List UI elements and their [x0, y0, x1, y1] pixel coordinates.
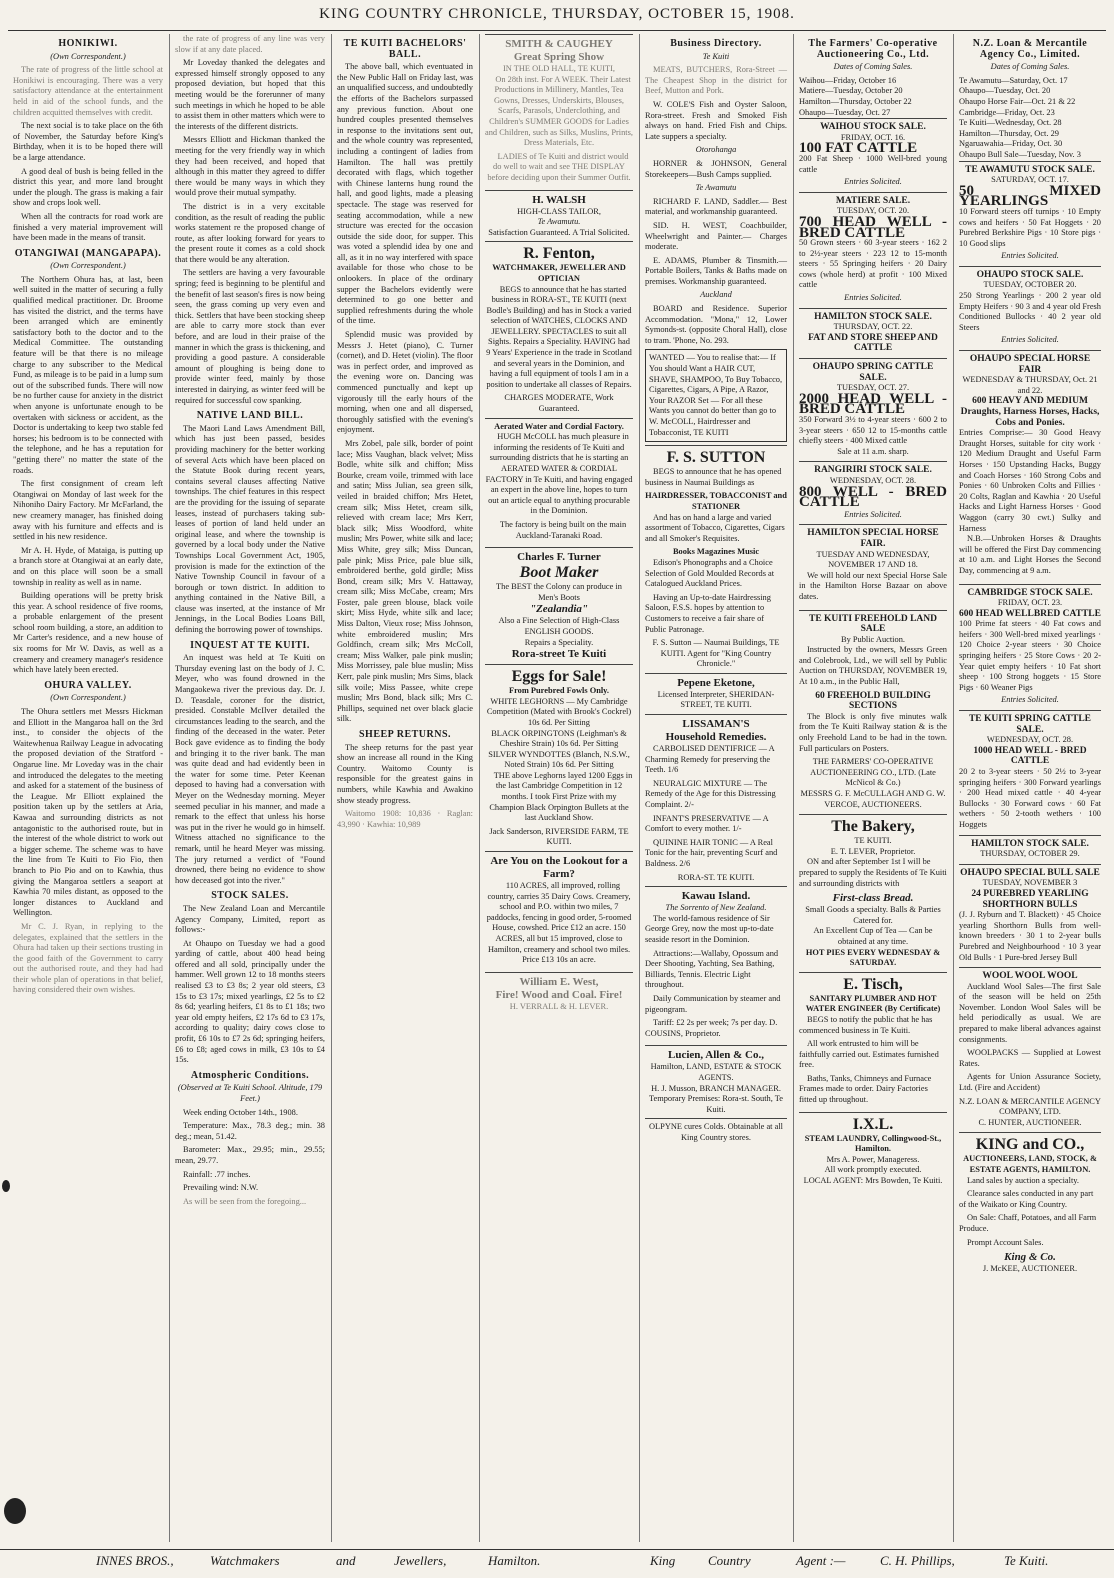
sale-hamilton-stock — [959, 835, 1101, 864]
column-3 — [332, 34, 478, 1542]
ad-lissaman — [645, 714, 787, 886]
ad-proprietor: Mrs A. Power, Manageress. — [826, 1154, 920, 1164]
ad-body: Tariff: £2 2s per week; 7s per day. D. COUSINS, Proprietor. — [645, 1018, 778, 1038]
sale-te-kuiti-spring — [959, 710, 1101, 835]
coming-sale-item: Cambridge—Friday, Oct. 23 — [959, 107, 1055, 117]
article-title-native-land-bill: NATIVE LAND BILL. — [196, 410, 304, 422]
ad-title: KING and CO., — [975, 1136, 1085, 1154]
column-1 — [8, 34, 168, 1542]
ad-title: R. Fenton, — [523, 245, 595, 263]
ad-body: An Excellent Cup of Tea — Can be obtained at any time. — [813, 926, 933, 946]
column-4 — [480, 34, 638, 1542]
ad-kawau-island — [645, 886, 787, 1045]
ad-body: Baths, Tanks, Chimneys and Furnace Frames made to order. Dairy Factories fitted up throughout. — [799, 1073, 932, 1105]
sale-headline: 700 HEAD WELL - BRED CATTLE — [799, 213, 947, 241]
ad-title: LISSAMAN'S — [682, 718, 750, 731]
ad-body: Agents for Union Assurance Society, Ltd. (Fire and Accident) — [959, 1072, 1101, 1093]
ad-footer: N.Z. LOAN & MERCANTILE AGENCY COMPANY, LTD. — [959, 1096, 1101, 1117]
sale-date: TUESDAY AND WEDNESDAY, NOVEMBER 17 AND 18. — [816, 549, 930, 570]
coming-sale-item: Matiere—Tuesday, October 20 — [799, 86, 903, 96]
ad-trade: SANITARY PLUMBER AND HOT WATER ENGINEER (By Certificate) — [805, 993, 941, 1014]
ad-bakery — [799, 814, 947, 972]
article-title-sheep-returns: SHEEP RETURNS. — [358, 729, 452, 740]
article-paragraph: Mr Loveday thanked the delegates and expressed himself strongly opposed to any proposed deviation, but hoped that this meeting would be the forerunner of many such meetings in which he hoped to be able to assist them in other matters which were to the interests of the different districts. — [175, 58, 325, 131]
sale-te-kuiti-freehold — [799, 610, 947, 815]
sale-date: THURSDAY, OCT. 22. — [833, 322, 913, 332]
ad-body: Also a Fine Selection of High-Class ENGLISH GOODS. — [498, 616, 620, 636]
ad-trade: HAIRDRESSER, TOBACCONIST and STATIONER — [645, 491, 787, 511]
coming-sale-item: Hamilton—Thursday, Oct. 29 — [959, 128, 1059, 138]
sale-lots: 10 Forward steers off turnips · 10 Empty cows and heifers · 50 Fat Hoggets · 20 Purebred Berkshire Pigs · 10 Store pigs · 10 Good slips — [959, 206, 1101, 248]
sale-title: TE AWAMUTU STOCK SALE. — [965, 164, 1095, 175]
article-paragraph: An inquest was held at Te Kuiti on Thursday evening last on the body of J. C. Meyer, who was found drowned in the Mangaokewa river the previous day. Dr. J. D. Teasdale, coroner for the district, presided. Constable McIlver detailed the circumstances leading to the search, and the finding of the deceased in the water. Peter Bock gave evidence as to finding the body and bringing it to the river bank. The man was quite dead and had evidently been in the water for some time. Peter Keenan deposed to having had a conversation with Meyer on the Wednesday morning. Meyer seemed peculiar in his manner, and made a remark to the effect that unless his horse was put in the river he would go in himself. Witness attached no significance to the remark, until he heard Meyer was missing. The jury returned a verdict of "Found drowned, there being no evidence to show how deceased got into the river." — [175, 653, 325, 885]
ad-aerated-water — [485, 418, 633, 548]
ad-body: The world-famous residence of Sir George Grey, now the most up-to-date seaside resort in the Dominion. — [645, 913, 774, 944]
article-paragraph: The Maori Land Laws Amendment Bill, which has just been passed, besides providing machinery for the better working of several Acts which have been placed on the Statute Book during recent years, contains several clauses affecting Native townships. The chief features in this respect are the providing for the issuing of separate leases, instead of purchasers taking sub-leases of portion of land held under an original lease, and where the township is governed by a local body under the Native Townships Local Government Act, 1905, provision is made for the extinction of the Native Township Council in favour of a borough or town district. In addition to anything contained in the Native Bill, a clause was inserted, at the instance of Mr Jennings, in the Local Bodies Loans Bill, defining the borrowing power of townships. — [175, 423, 325, 635]
sale-title: HAMILTON STOCK SALE. — [814, 311, 932, 322]
article-paragraph: The settlers are having a very favourable spring; feed is beginning to be plentiful and the benefit of last season's fires is now being seen, the grass coming up very even and thick. Settlers that have been stocking sheep are able to carry more stock than ever before, and are loud in their praise of the manner in which the grass is thickening, and providing a good pasture. A considerable amount of ploughing is being done to provide winter feed, mainly by those interested in dairying, as winter feed will be required for successful cow spanking. — [175, 268, 325, 405]
ad-tagline: Satisfaction Guaranteed. A Trial Solicited. — [488, 227, 630, 237]
article-paragraph: The district is in a very excitable condition, as the result of reading the public works statement re the proposed change of route, as after looking forward for years to the present route it comes as a cold shock that there would be any alteration. — [175, 201, 325, 264]
byline: (Own Correspondent.) — [50, 693, 126, 703]
ad-footer: F. S. Sutton — Naumai Buildings, TE KUITI. Agent for "King Country Chronicle." — [652, 638, 780, 669]
sale-matiere — [799, 192, 947, 308]
sale-date: WEDNESDAY, OCT. 28. — [829, 475, 917, 485]
coming-sale-item: Hamilton—Thursday, October 22 — [799, 96, 912, 106]
footer-innes: INNES BROS., — [96, 1553, 174, 1568]
ad-body: Prompt Account Sales. — [967, 1237, 1044, 1247]
column-2 — [170, 34, 330, 1542]
sale-headline: 1000 HEAD WELL - BRED CATTLE — [973, 745, 1087, 767]
footer-jewellers: Jewellers, — [394, 1553, 447, 1568]
article-paragraph: The Ohura settlers met Messrs Hickman and Elliott in the Mangaroa hall on the 3rd inst., to consider the objects of the Waitewhenua Railway League in advocating the proposed deviation of the Stratford - Ongarue line. Mr Loveday was in the chair and introduced the delegates to the meeting and asked for a statement of the business of the League. Mr Elliott explained the position taken up by the settlers at Aria, Kawaa and surrounding districts as not antagonistic to the authorised route, but in the interest of the whole district to work out a bigger scheme. The scheme was to have the line from Te Kuiti to Fio Fio, then branch to Pio Pio and on to Kawhia, thus giving the Mangaroa settlers a seaport at Kawhia 70 miles distant, as opposed to the longer distances to Auckland and Wellington. — [13, 707, 163, 918]
sale-note: N.B.—Unbroken Horses & Draughts will be offered the First Day commencing at 10 a.m. and Light Horses the Second Day, commencing at 9 a.m. — [959, 534, 1101, 575]
ad-title: The Bakery, — [831, 818, 915, 836]
sale-waihou — [799, 118, 947, 192]
article-paragraph: The rate of progress of the little school at Honikiwi is encouraging. There was a very satisfactory attendance at the entertainment held in aid of the school funds, and the children acquitted themselves with credit. — [13, 65, 163, 117]
sale-hamilton-horse — [799, 524, 947, 609]
sale-date: FRIDAY, OCT. 23. — [997, 598, 1063, 608]
sale-auctioneers: MESSRS G. F. McCULLAGH AND G. W. VERCOE, AUCTIONEERS. — [800, 789, 946, 809]
entries-solicited: Entries Solicited. — [1001, 695, 1059, 705]
directory-entry: W. COLE'S Fish and Oyster Saloon, Rora-street. Fresh and Smoked Fish always on hand. Fried Fish and Chips. Late suppers a specialty. — [645, 99, 787, 141]
directory-entry: RICHARD F. LAND, Saddler.— Best material, and workmanship guaranteed. — [645, 196, 787, 217]
sale-cambridge — [959, 584, 1101, 711]
ad-body: HOT PIES EVERY WEDNESDAY & SATURDAY. — [805, 947, 941, 968]
byline: (Own Correspondent.) — [50, 51, 126, 61]
weather-temperature: Temperature: Max., 78.3 deg.; min. 38 deg.; mean, 51.42. — [175, 1121, 325, 1141]
coming-sale-item: Ohaupo—Tuesday, Oct. 20 — [959, 86, 1051, 96]
ad-proprietor: E. T. LEVER, Proprietor. — [830, 846, 916, 856]
footer-country: Country — [708, 1553, 751, 1568]
ad-tisch-plumber — [799, 972, 947, 1112]
ad-body: On Sale: Chaff, Potatoes, and all Farm Produce. — [959, 1213, 1097, 1233]
entries-solicited: Entries Solicited. — [844, 293, 902, 303]
sale-hamilton — [799, 308, 947, 358]
ad-body: All work promptly executed. — [824, 1165, 922, 1175]
byline: (Observed at Te Kuiti School. Altitude, 179 Feet.) — [177, 1083, 323, 1103]
ad-title: WOOL WOOL WOOL — [982, 971, 1078, 982]
sale-date: FRIDAY, OCT. 16. — [840, 132, 906, 142]
ad-body: All work entrusted to him will be faithfully carried out. Estimates furnished free. — [799, 1039, 939, 1070]
sale-body: We will hold our next Special Horse Sale in the Hamilton Horse Bazaar on above dates. — [799, 570, 947, 601]
ad-body: Small Goods a specialty. Balls & Parties Catered for. — [805, 905, 941, 925]
ad-item: BLACK ORPINGTONS (Leighman's & Cheshire Strain) 10s 6d. Per Sitting — [491, 728, 627, 749]
sale-headline: 2000 HEAD WELL - BRED CATTLE — [799, 390, 947, 418]
footer-watchmakers: Watchmakers — [210, 1553, 280, 1568]
ad-body: Licensed Interpreter, SHERIDAN-STREET, TE KUITI. — [657, 689, 775, 710]
ad-west-wood-coal — [485, 972, 633, 1016]
ad-item: CARBOLISED DENTIFRICE — A Charming Remedy for preserving the Teeth. 1/6 — [645, 744, 775, 775]
ad-footer: H. VERRALL & H. LEVER. — [509, 1001, 609, 1011]
article-title-stock-sales: STOCK SALES. — [211, 890, 289, 902]
ad-body: The BEST the Colony can produce in Men's Boots — [496, 582, 622, 602]
coming-sales-heading: Dates of Coming Sales. — [833, 62, 913, 72]
business-directory-title: Business Directory. — [670, 38, 762, 49]
column-7 — [954, 34, 1106, 1542]
ad-body: On 28th inst. For A WEEK. Their Latest Productions in Millinery, Mantles, Tea Gowns, Dresses, Underskirts, Blouses, Scarfs, Parasols, Underclothing, and Children's SUMMER GOODS for Ladies and Children, such as Silks, Muslins, Prints, Dress Materials, Etc. — [485, 74, 633, 148]
sale-lots: Entries Comprise:— 30 Good Heavy Draught Horses, suitable for city work · 120 Medium Draught and Useful Farm Horses · 150 Upstanding Hacks, Buggy and Coach Horses · 160 Strong Cobs and Ponies · 60 Unbroken Colts and Fillies · 20 Colts, Raglan and Kawhia · 20 Useful Hacks and Light Harness Horses · Good Waggon (carry 30 cwt.) Sulky and Harness — [959, 428, 1101, 533]
article-paragraph: Splendid music was provided by Messrs J. Hetet (piano), C. Turner (cornet), and D. Hetet (violin). The floor was in perfect order, and improved as the evening wore on. Dancing was commenced punctually and kept up vigorously till the early hours of the morning, when one and all dispersed, thoroughly satisfied with the evening's enjoyment. — [337, 330, 473, 435]
article-title-atmospheric: Atmospheric Conditions. — [190, 1069, 310, 1081]
coming-sale-item: Ohaupo Horse Fair—Oct. 21 & 22 — [959, 96, 1076, 106]
footer-te-kuiti: Te Kuiti. — [1004, 1553, 1049, 1568]
ad-brand: "Zealandia" — [529, 603, 589, 616]
article-paragraph: A good deal of bush is being felled in the district this year, and more land brought under the plough. The grass is making a fair show and crops look well. — [13, 166, 163, 208]
ad-wool — [959, 967, 1101, 1132]
footer-king: King — [650, 1553, 676, 1568]
sale-title: OHAUPO SPECIAL HORSE FAIR — [969, 354, 1091, 375]
ad-body: And has on hand a large and varied assortment of Tobacco, Cigarettes, Cigars and all Smoker's Requisites. — [645, 512, 785, 543]
sale-headline: 24 PUREBRED YEARLING SHORTHORN BULLS — [971, 888, 1089, 910]
coming-sale-item: Ohaupo Bull Sale—Tuesday, Nov. 3 — [959, 149, 1081, 159]
ad-headline: First-class Bread. — [832, 892, 914, 905]
weather-rainfall: Rainfall: .77 inches. — [183, 1169, 251, 1179]
ad-farm — [485, 851, 633, 972]
directory-town: Otorohanga — [695, 145, 737, 155]
ad-body: BEGS to announce that he has opened business in Naumai Buildings as — [645, 467, 782, 487]
ad-headline: Fire! Wood and Coal. Fire! — [495, 988, 623, 1001]
ad-body: 110 ACRES, all improved, rolling country, carries 35 Dairy Cows. Creamery, school and P.O. within two miles, 7 paddocks, fencing in good order, 5-roomed House, cowshed. Price £12 an acre. 150 ACRES, all but 15 improved, close to Hamilton, creamery and school two miles. Price £13 10s an acre. — [486, 881, 632, 965]
ad-fenton-watchmaker — [485, 241, 633, 417]
ad-item: QUININE HAIR TONIC — A Real Tonic for the hair, preventing Scurf and Baldness. 2/6 — [645, 837, 778, 868]
ad-signature: King & Co. — [1004, 1251, 1056, 1264]
coming-sale-item: Ngaruawahia—Friday, Oct. 30 — [959, 139, 1063, 149]
sale-ohaupo-bull — [959, 864, 1101, 967]
ad-king-and-co — [959, 1132, 1101, 1277]
ad-body: Repairs a Speciality. — [524, 637, 594, 647]
article-paragraph: Mr A. H. Hyde, of Mataiga, is putting up a branch store at Otangiwai at an early date, and on this place will soon be a small township in reality as well as in name. — [13, 545, 163, 587]
sale-headline: 60 FREEHOLD BUILDING SECTIONS — [815, 690, 931, 712]
ad-auctioneer: J. McKEE, AUCTIONEER. — [982, 1264, 1078, 1274]
sale-title: TE KUITI FREEHOLD LAND SALE — [808, 613, 937, 635]
article-title-otangiwai: OTANGIWAI (MANGAPAPA). — [14, 247, 162, 259]
ad-trade: AUCTIONEERS, LAND, STOCK, & ESTATE AGENTS, HAMILTON. — [963, 1154, 1097, 1174]
sale-ohaupo — [959, 266, 1101, 350]
footer-agent: Agent :— — [796, 1553, 846, 1568]
ad-smith-caughey — [485, 34, 633, 190]
ad-location: Rora-street Te Kuiti — [511, 648, 607, 661]
article-title-honikiwi: HONIKIWI. — [58, 38, 118, 49]
sale-time: Sale at 11 a.m. sharp. — [837, 446, 909, 456]
ad-body: HUGH McCOLL has much pleasure in informing the residents of Te Kuiti and surrounding districts that he is starting an AERATED WATER & CORDIAL FACTORY in Te Kuiti, and having engaged an expert in the above line, hopes to turn out an article equal to anything procurable in the Dominion. — [485, 432, 633, 516]
sale-headline: 100 FAT CATTLE — [799, 140, 918, 157]
ad-body: Daily Communication by steamer and pigeongram. — [645, 993, 781, 1014]
coming-sale-item: Waihou—Friday, October 16 — [799, 75, 897, 85]
ad-item: SILVER WYNDOTTES (Blanch, N.S.W., Noted Strain) 10s 6d. Per Sitting — [488, 749, 630, 770]
masthead: KING COUNTRY CHRONICLE, THURSDAY, OCTOBER 15, 1908. — [319, 6, 795, 22]
article-paragraph: The sheep returns for the past year show an increase all round in the King Country. Waitomo County is responsible for the greatest gains in numbers, while Kawhia and Awakino show steady progress. — [337, 742, 473, 805]
weather-barometer: Barometer: Max., 29.95; min., 29.55; mean, 29.77. — [175, 1145, 325, 1165]
ad-body: WOOLPACKS — Supplied at Lowest Rates. — [959, 1048, 1101, 1068]
sale-date: TUESDAY, OCT. 27. — [836, 383, 910, 393]
sale-title: OHAUPO STOCK SALE. — [976, 269, 1084, 280]
ad-title: F. S. SUTTON — [666, 449, 766, 467]
ad-body: The factory is being built on the main Auckland-Taranaki Road. — [499, 519, 627, 540]
sale-lots: 50 Grown steers · 60 3-year steers · 162 2 to 2½-year steers · 223 12 to 15-month steers · 55 Springing heifers · 20 Dairy cows (whole herd) at profit · 100 Mixed cattle — [799, 238, 947, 290]
ad-trade: STEAM LAUNDRY, Collingwood-St., Hamilton. — [804, 1133, 942, 1154]
article-paragraph: The New Zealand Loan and Mercantile Agency Company, Limited, report as follows:- — [175, 903, 325, 935]
ad-body: Clearance sales conducted in any part of the Waikato or King Country. — [959, 1189, 1094, 1209]
ad-title: Charles F. Turner — [517, 551, 601, 564]
article-paragraph: The first consignment of cream left Otangiwai on Monday of last week for the Nihoniho Dairy Factory. Mr McFarland, the new creamery manager, has finished doing away with his furniture and effects and is settled in his new residence. — [13, 479, 163, 542]
byline: (Own Correspondent.) — [50, 261, 126, 271]
ad-body: BEGS to notify the public that he has commenced business in Te Kuiti. — [799, 1014, 933, 1035]
coming-sales-list — [959, 76, 1101, 161]
ad-tagline: CHARGES MODERATE, Work Guaranteed. — [504, 393, 614, 414]
sale-title: HAMILTON STOCK SALE. — [971, 838, 1089, 849]
ad-body: THE above Leghorns layed 1200 Eggs in the last Cambridge Competition in 12 months. I took First Prize with my Champion Black Orpington Bullets at the last Auckland Show. — [489, 770, 633, 823]
ad-title: H. WALSH — [532, 193, 586, 206]
sale-body: Instructed by the owners, Messrs Green and Colebrook, Ltd., we will sell by Public Auction on THURSDAY, NOVEMBER 19, At 10 a.m., in the Public Hall, — [799, 645, 947, 687]
sale-headline: FAT AND STORE SHEEP AND CATTLE — [808, 332, 938, 354]
weather-wind: Prevailing wind: N.W. — [183, 1183, 259, 1193]
ad-ixl-laundry — [799, 1112, 947, 1190]
sale-title: OHAUPO SPECIAL BULL SALE — [960, 867, 1100, 878]
sheep-table: Waitomo 1908: 10,836 · Raglan: 43,990 · Kawhia: 10,989 — [337, 809, 473, 829]
sale-date: TUESDAY, NOVEMBER 3 — [982, 878, 1078, 888]
ad-title: I.X.L. — [852, 1115, 894, 1133]
masthead-rule — [8, 30, 1106, 31]
nz-loan-title: N.Z. Loan & Mercantile Agency Co., Limited. — [972, 38, 1088, 60]
ad-body: Auckland Wool Sales—The first Sale of the season will be held on 25th November. London Wool Sales will be held periodically as usual. We are prepared to make liberal advances against consignments. — [959, 981, 1101, 1044]
sale-te-awamutu — [959, 161, 1101, 266]
sale-ohaupo-horse-fair — [959, 350, 1101, 583]
sale-title: RANGIRIRI STOCK SALE. — [814, 465, 932, 476]
ad-title: William E. West, — [519, 975, 599, 988]
ad-olpyne: OLPYNE cures Colds. Obtainable at all King Country stores. — [645, 1118, 787, 1146]
ad-body: BEGS to announce that he has started business in RORA-ST., TE KUITI (next Bodle's Building) and has in Stock a varied selection of WATCHES, CLOCKS AND JEWELLERY. SPECTACLES to suit all Sights. Repairs a Speciality. HAVING had 9 Years' Experience in the trade in Scotland and several years in the Dominion, and having a full equipment of tools I am in a position to undertake all classes of Repairs. — [486, 284, 632, 389]
sale-headline: 50 MIXED YEARLINGS — [959, 182, 1101, 210]
ad-body: Edison's Phonographs and a Choice Selection of Gold Moulded Records at Catalogued Auckland Prices. — [645, 557, 775, 589]
sale-date: TUESDAY, OCT. 20. — [836, 206, 910, 216]
ad-eggs-for-sale — [485, 664, 633, 851]
ad-trade: Boot Maker — [519, 564, 599, 582]
footer-bar — [0, 1549, 1114, 1568]
ad-headline: Books Magazines Music — [672, 547, 760, 557]
sale-date: TUESDAY, OCTOBER 20. — [983, 280, 1077, 290]
sale-title: MATIERE SALE. — [835, 195, 911, 206]
sale-title: OHAUPO SPRING CATTLE SALE. — [812, 362, 934, 383]
article-paragraph: The above ball, which eventuated in the New Public Hall on Friday last, was an unqualified success, and undoubtedly the efforts of the Bachelors surpassed any previous function. About one hundred couples presented themselves in response to the invitations sent out, and the whole country was represented, including a contingent of ladies from Hamilton. The hall was prettily decorated with flags, which together with Chinese lanterns hung round the hall, and good lights, made a pleasing spectacle. The stage was reserved for seating accommodation, while a new structure was erected for the occasion outside the side door, for supper. This was voted a splendid idea by one and all, as it in no way interfered with space available for those who chose to be onlookers. In place of the ordinary supper the Bachelors evidently were determined to go one better and supplied refreshments during the whole of the time. — [337, 62, 473, 326]
ad-title: SMITH & CAUGHEY — [505, 38, 613, 50]
ad-headline: Great Spring Show — [513, 51, 605, 63]
ad-subtitle: Hamilton, LAND, ESTATE & STOCK AGENTS. — [650, 1062, 782, 1082]
coming-sale-item: Ohaupo—Tuesday, Oct. 27 — [799, 107, 891, 117]
ad-item: NEURALGIC MIXTURE — The Remedy of the Age for this Distressing Complaint. 2/- — [645, 778, 776, 810]
ad-body: H. J. Musson, BRANCH MANAGER. Temporary Premises: Rora-st. South, Te Kuiti. — [648, 1083, 784, 1114]
column-6 — [794, 34, 952, 1542]
ad-auctioneer: C. HUNTER, AUCTIONEER. — [978, 1117, 1082, 1127]
ad-address: Jack Sanderson, RIVERSIDE FARM, TE KUITI. — [489, 826, 629, 847]
sale-title: HAMILTON SPECIAL HORSE FAIR. — [807, 528, 939, 549]
ad-trade: WATCHMAKER, JEWELLER AND OPTICIAN — [492, 263, 626, 283]
sale-date: WEDNESDAY & THURSDAY, Oct. 21 and 22. — [962, 375, 1098, 395]
farmers-coop-title: The Farmers' Co-operative Auctioneering Co., Ltd. — [808, 38, 938, 60]
sale-lots: 100 Prime fat steers · 40 Fat cows and heifers · 300 Well-bred mixed yearlings · 120 Choice 2-year steers · 30 Choice springing heifers · 25 Store Cows · 20 2-Year quiet empty heifers · 10 Fat short sheep · 100 Strong hoggets · 15 Store Pigs · 60 Weaner Pigs — [959, 619, 1101, 692]
article-title-ohura: OHURA VALLEY. — [44, 679, 132, 691]
sale-lots: 200 Fat Sheep · 1000 Well-bred young cattle — [799, 153, 947, 174]
entries-solicited: Entries Solicited. — [844, 177, 902, 187]
article-paragraph: The next social is to take place on the 6th of November, the Saturday before King's Birthday, when it is to be hoped there will be a large attendance. — [13, 121, 163, 162]
sale-date: THURSDAY, OCTOBER 29. — [980, 849, 1080, 859]
ad-body: LADIES of Te Kuiti and district would do well to wait and see THE DISPLAY before deciding upon their Summer Outfit. — [487, 151, 631, 182]
article-title-inquest: INQUEST AT TE KUITI. — [190, 639, 310, 651]
ad-body: Having an Up-to-date Hairdressing Saloon, F.S.S. hopes by attention to Customers to receive a fair share of Public Patronage. — [645, 592, 771, 634]
article-paragraph: the rate of progress of any line was very slow if at any date placed. — [175, 34, 325, 54]
sale-headline: 600 HEAD WELLBRED CATTLE — [959, 608, 1101, 619]
sale-title: TE KUITI SPRING CATTLE SALE. — [968, 714, 1092, 735]
sale-lots: 350 Forward 3½ to 4-year steers · 600 2 to 3-year steers · 650 12 to 15-months cattle chiefly steers · 400 Mixed cattle — [799, 415, 947, 446]
ad-location: Te Awamutu. — [537, 217, 581, 227]
coming-sales-heading: Dates of Coming Sales. — [990, 62, 1070, 72]
article-paragraph: Building operations will be pretty brisk this year. A school residence of five rooms, a probable enlargement of the present school room building, a store, an addition to Mr Carter's residence, and a new house of six rooms for Mr W. Davis, as well as a creamery and creamery manager's residence which have lately been erected. — [13, 591, 163, 675]
ad-wanted-mccoll: WANTED — You to realise that:— If You should Want a HAIR CUT, SHAVE, SHAMPOO, To Buy Tobacco, Cigarettes, Cigars, A Pipe, A Razor, Your RAZOR Set — For all these Wants you cannot do better than go to W. McCOLL, Hairdresser and Tobacconist, TE KUITI — [645, 349, 787, 442]
directory-entry: HORNER & JOHNSON, General Storekeepers—Bush Camps supplied. — [645, 158, 787, 179]
sale-date: WEDNESDAY, OCT. 28. — [986, 735, 1074, 745]
article-paragraph: When all the contracts for road work are finished a very material improvement will have been made in the means of transit. — [13, 211, 163, 243]
ad-title: Lucien, Allen & Co., — [668, 1049, 764, 1062]
ad-location: IN THE OLD HALL, TE KUITI, — [502, 64, 616, 73]
sale-subtitle: By Public Auction. — [841, 634, 905, 644]
entries-solicited: Entries Solicited. — [844, 509, 902, 519]
ad-title: E. Tisch, — [843, 975, 903, 993]
ad-pepene-eketone — [645, 673, 787, 714]
ad-item: INFANT'S PRESERVATIVE — A Comfort to every mother. 1/- — [645, 813, 769, 834]
footer-and: and — [336, 1553, 356, 1568]
weather-week: Week ending October 14th., 1908. — [183, 1107, 298, 1117]
entries-solicited: Entries Solicited. — [1001, 335, 1059, 345]
ad-body: ON and after September 1st I will be prepared to supply the Residents of Te Kuiti and surrounding districts with — [799, 857, 947, 888]
footer-phillips: C. H. Phillips, — [880, 1553, 955, 1568]
sale-rangiriri — [799, 461, 947, 524]
ad-turner-bootmaker — [485, 547, 633, 664]
sale-lots: 20 2 to 3-year steers · 50 2½ to 3-year springing heifers · 300 Forward yearlings · 200 Head mixed cattle · 40 4-year Bullocks · 30 Forward cows · 60 Fat wethers · 50 2-tooth wethers · 100 Hoggets — [959, 767, 1101, 829]
sale-lots: (J. J. Ryburn and T. Blackett) · 45 Choice yearling Shorthorn Bulls from well-known breeders · 30 1 to 2-year bulls Purebred and Neighbourhood · 10 3 year Old Bulls · 1 Pure-bred Jersey Bull — [959, 910, 1101, 962]
directory-entry: E. ADAMS, Plumber & Tinsmith.— Portable Boilers, Tanks & Baths made on premises. Workmanship guaranteed. — [645, 255, 787, 286]
coming-sale-item: Te Kuiti—Wednesday, Oct. 28 — [959, 118, 1062, 128]
ad-subtitle: The Sorrento of New Zealand. — [665, 903, 767, 913]
article-paragraph: Messrs Elliott and Hickman thanked the meeting for the very friendly way in which they had been received, and hoped that although in this matter they agreed to differ there would be many ways in which they would prove their mutual sympathy. — [175, 135, 325, 198]
directory-town: Te Awamutu — [695, 183, 737, 193]
article-paragraph: At Ohaupo on Tuesday we had a good yarding of cattle, about 400 head being offered and all sold, principally under the hammer. Well grown 12 to 18 months steers realised £3 to £3 8s; 2 year old steers, £3 15s to £3 17s; mixed yearlings, £2 5s to £2 8s 6d; yearling heifers, £1 8s to £1 18s; two year old empty heifers, £2 17s 6d to £3 17s, according to quality; dairy cows close to profit, £6 10s to £7 2s 6d; springing heifers, £6 to £8; aged cows in milk, £3 10s to £4 15s. — [175, 938, 325, 1065]
directory-entry: MEATS, BUTCHERS, Rora-Street — The Cheapest Shop in the district for Beef, Mutton and Pork. — [645, 65, 787, 96]
ad-title: Kawau Island. — [681, 890, 751, 903]
ad-location: RORA-ST. TE KUITI. — [677, 872, 755, 882]
ad-body: Attractions:—Wallaby, Opossum and Deer Shooting, Yachting, Sea Bathing, Billiards, Tennis. Electric Light throughout. — [645, 948, 779, 990]
ad-title: Pepene Eketone, — [677, 676, 755, 689]
sale-headline: 600 HEAVY AND MEDIUM Draughts, Harness Horses, Hacks, Cobs and Ponies. — [960, 396, 1100, 428]
ad-lucien-allen — [645, 1045, 787, 1118]
entries-solicited: Entries Solicited. — [1001, 251, 1059, 261]
sale-body: The Block is only five minutes walk from the Te Kuiti Railway station & is the only Freehold Land to be had in the town. Full particulars on Posters. — [799, 711, 947, 753]
article-paragraph: As will be seen from the foregoing... — [183, 1196, 307, 1206]
directory-town: Auckland — [700, 290, 732, 300]
coming-sales-list — [799, 76, 947, 118]
directory-town: Te Kuiti — [702, 51, 730, 61]
directory-entry: BOARD and Residence. Superior Accommodation. "Mona," 12, Lower Symonds-st. (opposite Choral Hall), close to tram. 'Phone, No. 293. — [645, 304, 787, 345]
sale-date: SATURDAY, OCT. 17. — [991, 175, 1069, 185]
ad-subtitle: Household Remedies. — [665, 731, 767, 744]
coming-sale-item: Te Awamutu—Saturday, Oct. 17 — [959, 75, 1068, 85]
sale-ohaupo-spring — [799, 358, 947, 461]
ad-walsh-tailor — [485, 190, 633, 242]
sale-footer: THE FARMERS' CO-OPERATIVE AUCTIONEERING CO., LTD. (Late McNicol & Co.) — [810, 757, 936, 788]
article-paragraph: Mr C. J. Ryan, in replying to the delegates, explained that the settlers in the Ohura had taken up their sections trusting in the good faith of the Government to carry out the authorised route, and they had had their whole plan of operations in that belief, having considered their own wishes. — [13, 921, 163, 995]
ad-agent: LOCAL AGENT: Mrs Bowden, Te Kuiti. — [803, 1176, 943, 1186]
ad-body: Land sales by auction a specialty. — [967, 1175, 1080, 1185]
ad-trade: HIGH-CLASS TAILOR, — [517, 206, 601, 216]
ink-stain — [4, 1498, 26, 1524]
sale-lots: 250 Strong Yearlings · 200 2 year old Empty Heifers · 90 3 and 4 year old Fresh Conditioned Bullocks · 40 2 year old Steers — [959, 291, 1101, 332]
ad-sutton — [645, 445, 787, 673]
sale-headline: 800 WELL - BRED CATTLE — [799, 483, 947, 511]
ink-stain — [2, 1180, 10, 1192]
article-paragraph: The Northern Ohura has, at last, been well suited in the matter of securing a fully qualified medical practitioner. Dr. Broome has visited the district, and the terms have been arranged which are eminently satisfactory both to the doctor and to the Medical Committee. The outstanding feature will be that there is no mileage charge to any subscriber to the Medical Fund, as mileage is to be paid in a lump sum out of the subscribed funds. There will now be no further cause for anxiety in the district when anyone is unfortunate enough to be overtaken with sickness or accident, as the Doctor is undertaking to keep two stable fed horses; his bedroom is to be connected with the telephone, and he has a reputation for "getting there" no matter the state of the roads. — [13, 274, 163, 475]
ad-title: Aerated Water and Cordial Factory. — [494, 421, 624, 431]
sale-title: WAIHOU STOCK SALE. — [820, 122, 926, 133]
article-paragraph: Mrs Zobel, pale silk, border of point lace; Miss Vaughan, black velvet; Miss Bodle, white silk and chiffon; Miss Bourke, cream voile, trimmed with lace and satin; Miss Julian, sea green silk, veiled in braided chiffon; Mrs Hetet, cream silk; Miss Hetet, cream silk, relieved with cream lace; Mrs Kerr, black silk; Miss Woodford, white muslin; Mrs Power, white silk and lace; Miss White, grey silk; Miss Duncan, pale pink; Miss Price, pale blue silk, embroidered berthe, gold girdle; Miss Bond, cream silk; Mrs V. Hattaway, cream silk; Miss McCabe, cream; Mrs Foster, pale green blouse, black voile skirt; Miss Hyde, white silk and lace; Miss Dalton, Vieux rose; Miss Johnson, white embroidered muslin; Mrs Goldfinch, cream silk; Mrs McColl, cream; Miss Walker, pale pink muslin; Miss Morrissey, pale blue muslin; Miss Kerr, pale pink muslin; Mrs Sims, black silk voile; Miss Passee, white crepe muslin; Mrs Bond, black silk; Mrs C. Phillips, sequined net over black glacie silk. — [337, 438, 473, 724]
ad-title: Are You on the Lookout for a Farm? — [490, 855, 628, 881]
sale-title: CAMBRIDGE STOCK SALE. — [967, 587, 1093, 598]
footer-hamilton: Hamilton. — [488, 1553, 541, 1568]
directory-entry: SID. H. WEST, Coachbuilder, Wheelwright and Painter.— Charges moderate. — [645, 220, 787, 252]
column-5 — [640, 34, 792, 1542]
ad-item: WHITE LEGHORNS — My Cambridge Competition (Mated with Brook's Cockrel) 10s 6d. Per Sitting — [486, 696, 632, 727]
ad-title: Eggs for Sale! — [511, 668, 607, 686]
ad-location: TE KUITI. — [854, 836, 892, 846]
article-title-bachelors-ball: TE KUITI BACHELORS' BALL. — [343, 38, 467, 60]
ad-subtitle: From Purebred Fowls Only. — [508, 686, 610, 696]
